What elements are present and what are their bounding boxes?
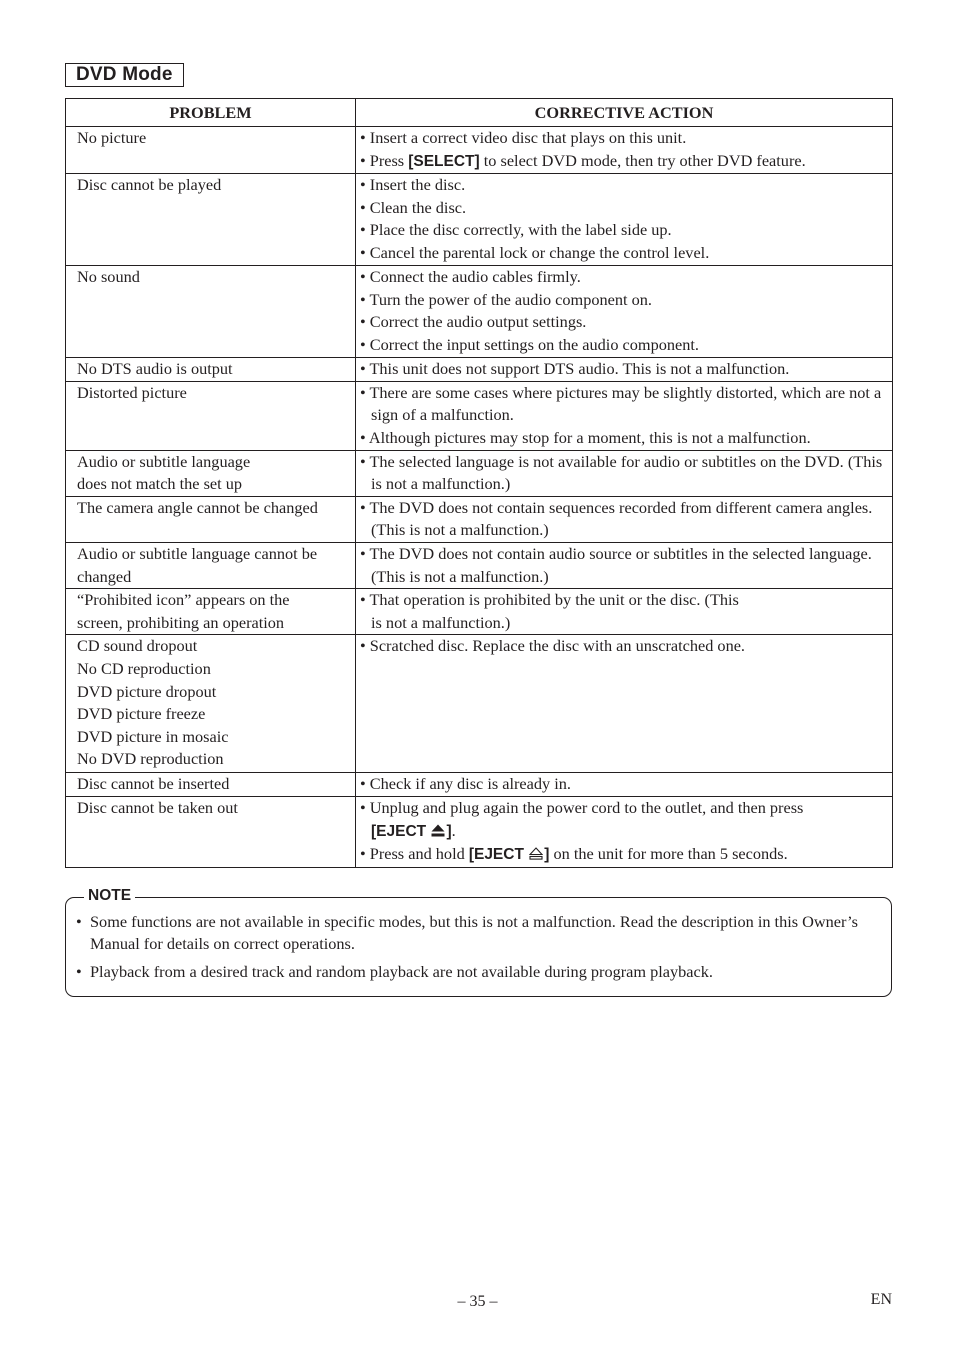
- action-cell: [356, 174, 893, 266]
- note-label: NOTE: [84, 886, 135, 906]
- eject-button-label: [EJECT: [371, 822, 431, 840]
- action-item: • The DVD does not contain audio source or subtitles in the selected language. (This is not a malfunction.): [360, 543, 872, 586]
- problem-cell: [66, 796, 356, 867]
- action-cell: [356, 358, 893, 382]
- table-row: [66, 358, 893, 382]
- action-item: [360, 797, 890, 843]
- action-item: • Clean the disc.: [360, 197, 467, 217]
- eject-button-bracket: ]: [544, 846, 550, 864]
- action-text: on the unit for more than 5 seconds.: [549, 844, 788, 864]
- table-header-row: [66, 99, 893, 127]
- problem-text: No sound: [77, 267, 140, 287]
- header-problem: PROBLEM: [66, 99, 356, 127]
- problem-text: Disc cannot be played: [77, 175, 222, 195]
- action-cell: [356, 589, 893, 635]
- section-title: DVD Mode: [65, 63, 184, 87]
- problem-cell: [66, 589, 356, 635]
- problem-text: DVD picture freeze: [77, 704, 206, 724]
- action-text: • Unplug and plug again the power cord to the outlet, and then press: [360, 797, 804, 817]
- action-text: .: [451, 820, 456, 840]
- problem-cell: [66, 358, 356, 382]
- troubleshooting-table: [65, 98, 893, 868]
- table-row: [66, 174, 893, 266]
- action-item: [360, 150, 890, 174]
- note-item: [76, 911, 876, 954]
- action-cell: [356, 381, 893, 450]
- problem-text: “Prohibited icon” appears on the: [77, 590, 290, 610]
- table-row: [66, 450, 893, 496]
- table-row: [66, 796, 893, 867]
- problem-cell: [66, 266, 356, 358]
- bullet-icon: •: [76, 962, 82, 981]
- bullet-icon: •: [76, 912, 82, 931]
- problem-cell: [66, 174, 356, 266]
- note-item: [76, 961, 876, 983]
- table-row: [66, 542, 893, 588]
- action-item: • Turn the power of the audio component on.: [360, 289, 652, 309]
- problem-text: No DTS audio is output: [77, 359, 233, 379]
- action-item: • Place the disc correctly, with the label side up.: [360, 220, 672, 240]
- action-cell: [356, 496, 893, 542]
- problem-text: does not match the set up: [77, 474, 243, 494]
- table-row: [66, 381, 893, 450]
- action-cell: [356, 635, 893, 773]
- header-corrective-action: CORRECTIVE ACTION: [356, 99, 893, 127]
- action-item: • Insert a correct video disc that plays on this unit.: [360, 128, 687, 147]
- action-cell: [356, 796, 893, 867]
- action-item: • Insert the disc.: [360, 175, 466, 195]
- language-code: EN: [870, 1291, 892, 1308]
- problem-text: No CD reproduction: [77, 658, 211, 678]
- action-text: • Press: [360, 150, 409, 170]
- eject-outline-icon: [529, 847, 543, 860]
- eject-solid-icon: [431, 824, 445, 837]
- action-cell: [356, 450, 893, 496]
- action-cell: [356, 127, 893, 174]
- action-cell: [356, 542, 893, 588]
- problem-text: DVD picture in mosaic: [77, 726, 229, 746]
- action-cell: [356, 773, 893, 797]
- table-row: [66, 266, 893, 358]
- problem-text: screen, prohibiting an operation: [77, 612, 285, 632]
- problem-cell: [66, 381, 356, 450]
- action-item: • There are some cases where pictures may be slightly distorted, which are not a sign of a malfunction.: [360, 382, 882, 425]
- problem-text: Audio or subtitle language cannot be: [77, 543, 318, 563]
- table-row: [66, 496, 893, 542]
- action-item: • Check if any disc is already in.: [360, 774, 571, 794]
- problem-text: No picture: [77, 128, 147, 147]
- problem-cell: [66, 496, 356, 542]
- table-row: [66, 635, 893, 773]
- problem-text: DVD picture dropout: [77, 681, 217, 701]
- action-item: • Correct the audio output settings.: [360, 312, 587, 332]
- problem-cell: [66, 635, 356, 773]
- action-item: • Correct the input settings on the audio component.: [360, 334, 699, 354]
- problem-text: No DVD reproduction: [77, 749, 224, 769]
- problem-text: Disc cannot be taken out: [77, 797, 238, 817]
- action-item: • Connect the audio cables firmly.: [360, 267, 581, 287]
- action-text: • Press and hold: [360, 844, 469, 864]
- action-text: to select DVD mode, then try other DVD feature.: [479, 150, 806, 170]
- problem-text: Audio or subtitle language: [77, 451, 251, 471]
- table-row: [66, 773, 893, 797]
- action-item: • That operation is prohibited by the unit or the disc. (This is not a malfunction.): [360, 590, 739, 632]
- problem-text: The camera angle cannot be changed: [77, 497, 318, 517]
- problem-cell: [66, 450, 356, 496]
- action-item: • Although pictures may stop for a moment, this is not a malfunction.: [360, 427, 811, 447]
- problem-cell: [66, 773, 356, 797]
- problem-text: CD sound dropout: [77, 636, 198, 656]
- action-item: [360, 843, 890, 867]
- note-list: [76, 911, 876, 990]
- problem-text: changed: [77, 566, 132, 586]
- action-item: • Scratched disc. Replace the disc with an unscratched one.: [360, 636, 746, 656]
- note-text: Playback from a desired track and random playback are not available during program playback.: [90, 962, 713, 981]
- action-cell: [356, 266, 893, 358]
- action-item: • The DVD does not contain sequences recorded from different camera angles. (This is not a malfunction.): [360, 497, 873, 540]
- table-row: [66, 589, 893, 635]
- action-item: • The selected language is not available for audio or subtitles on the DVD. (This is not a malfunction.): [360, 451, 883, 494]
- problem-cell: [66, 127, 356, 174]
- action-item: • Cancel the parental lock or change the control level.: [360, 242, 710, 262]
- problem-cell: [66, 542, 356, 588]
- problem-text: Distorted picture: [77, 382, 187, 402]
- action-item: • This unit does not support DTS audio. This is not a malfunction.: [360, 359, 790, 379]
- problem-text: Disc cannot be inserted: [77, 774, 230, 794]
- eject-button-label: [EJECT: [468, 846, 529, 864]
- table-row: [66, 127, 893, 174]
- eject-button-bracket: ]: [446, 822, 452, 840]
- page-number: – 35 –: [457, 1293, 498, 1310]
- select-button-label: [SELECT]: [408, 152, 480, 170]
- note-text: Some functions are not available in specific modes, but this is not a malfunction. Read the description in this Owner’s Manual for details on correct operations.: [90, 912, 858, 953]
